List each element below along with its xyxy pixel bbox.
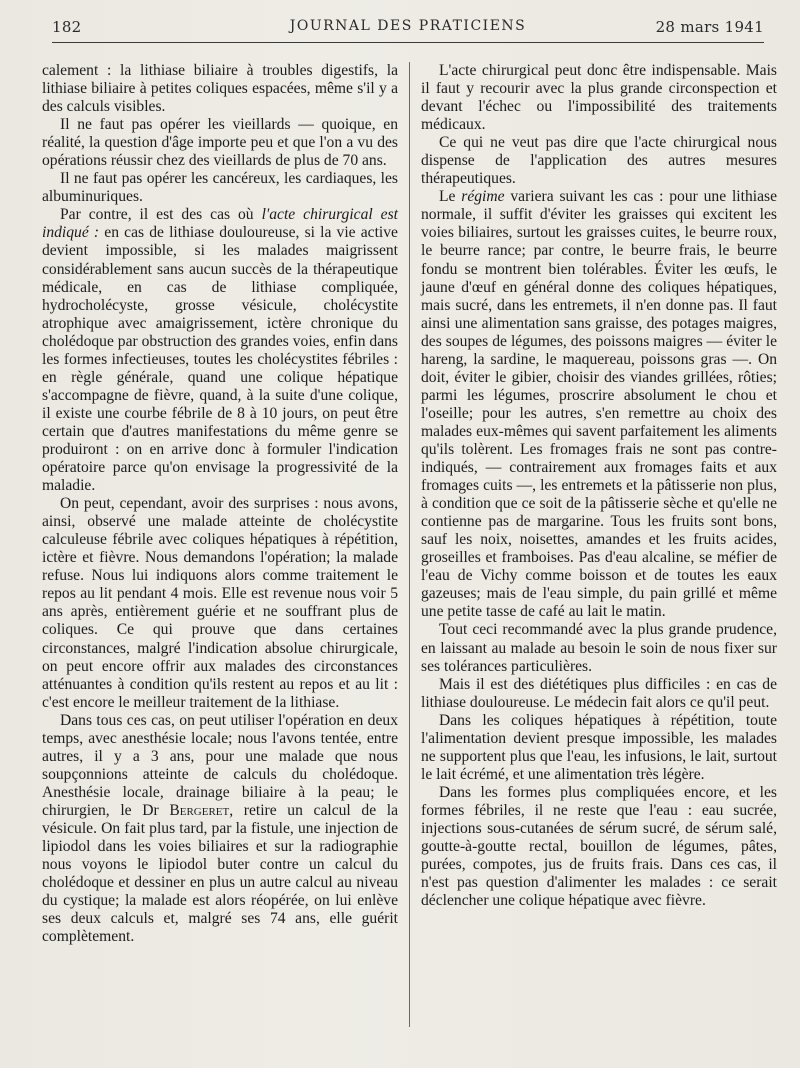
text-run: variera suivant les cas : pour une lithiase normale, il suffit d'éviter les graisses qui excitent les voies biliaires, surtout les graisses cuites, le beurre roux, le beurre rance; par contre, le beurre frais, le beurre fondu se montrent bien tolérables. Éviter les œufs, le jaune d'œuf en général donne des coliques hépatiques, mais sucré, dans les entremets, il n'en donne pas. Il faut ainsi une alimentation sans graisse, des potages maigres, des soupes de légumes, des poissons maigres — éviter le hareng, la sardine, le maquereau, poissons gras —. On doit, éviter le gibier, choisir des viandes grillées, rôties; parmi les légumes, proscrire absolument le chou et l'oseille; pour les autres, s'en remettre au choix des malades eux-mêmes qui savent parfaitement les aliments qu'ils tolèrent. Les fromages frais ne sont pas contre-indiqués, — contrairement aux fromages faits et aux fromages cuits —, les entremets et la pâtisserie non plus, à condition que ce soit de la pâtisserie sèche et qu'elle ne contienne pas de margarine. Tous les fruits sont bons, sauf les noix, noisettes, amandes et les fruits acides, groseilles et framboises. Pas d'eau alcaline, se méfier de l'eau de Vichy comme boisson et de toutes les eaux gazeuses; mais de l'eau simple, du pain grillé et même une petite tasse de café au lait le matin. [421,188,777,621]
paragraph: Il ne faut pas opérer les cancéreux, les cardiaques, les albuminuriques. [42,170,398,206]
left-column [42,62,398,946]
paragraph: calement : la lithiase biliaire à troubles digestifs, la lithiase biliaire à petites coliques espacées, même s'il y a des calculs visibles. [42,62,398,116]
paragraph: Tout ceci recommandé avec la plus grande prudence, en laissant au malade au besoin le soin de nous fixer sur ses tolérances particulières. [421,621,777,675]
paragraph [42,712,398,947]
text-run: Par contre, il est des cas où [60,206,262,224]
journal-title: JOURNAL DES PRATICIENS [289,18,527,34]
paragraph: On peut, cependant, avoir des surprises : nous avons, ainsi, observé une malade atteinte de cholécystite calculeuse fébrile avec coliques hépatiques à répétition, ictère et fièvre. Nous demandons l'opération; la malade refuse. Nous lui indiquons alors comme traitement le repos au lit pendant 4 mois. Elle est revenue nous voir 5 ans après, entièrement guérie et ne souffrant plus de coliques. Ce qui prouve que dans certaines circonstances, malgré l'indication absolue chirurgicale, on peut encore offrir aux malades des circonstances atténuantes à condition qu'ils restent au repos et au lit : c'est encore le meilleur traitement de la lithiase. [42,495,398,711]
paragraph: Il ne faut pas opérer les vieillards — quoique, en réalité, la question d'âge importe peu et que l'on a vu des opérations réussir chez des vieillards de plus de 70 ans. [42,116,398,170]
paragraph: Ce qui ne veut pas dire que l'acte chirurgical nous dispense de l'application des autres mesures thérapeutiques. [421,134,777,188]
paragraph: Dans les coliques hépatiques à répétition, toute l'alimentation devient presque impossible, les malades ne supportent plus que l'eau, les infusions, le lait, surtout le lait écrémé, et une alimentation très légère. [421,711,777,783]
column-divider [409,62,410,1027]
issue-date: 28 mars 1941 [655,18,764,36]
paragraph: Mais il est des diététiques plus difficiles : en cas de lithiase douloureuse. Le médecin fait alors ce qu'il peut. [421,675,777,711]
paragraph: L'acte chirurgical peut donc être indispensable. Mais il faut y recourir avec la plus grande circonspection et devant l'échec ou l'impossibilité des traitements médicaux. [421,62,777,134]
header-rule [52,42,764,43]
text-run: Le [439,188,462,206]
emphasis: régime [461,188,505,206]
text-run: en cas de lithiase douloureuse, si la vie active devient impossible, si les malades maigrissent considérablement sans aucun succès de la thérapeutique médicale, en cas de lithiase compliquée, hydrocholécyste, grosse vésicule, cholécystite atrophique avec amaigrissement, ictère chronique du cholédoque par obstruction des grandes voies, enfin dans les formes infectieuses, toutes les cholécystites fébriles : en règle générale, quand une colique hépatique s'accompagne de fièvre, quand, à la suite d'une colique, il existe une courbe fébrile de 8 à 10 jours, on peut être certain que d'autres manifestations du même genre se produiront : on en arrive donc à formuler l'indication opératoire parce qu'on envisage la progressivité de la maladie. [42,224,398,495]
page-number: 182 [52,18,82,36]
right-column [421,62,777,910]
paragraph [42,206,398,495]
emphasis: l'acte chirurgical est indiqué : [42,206,399,242]
page-header [52,14,764,36]
surgeon-name: Bergeret [169,801,230,819]
paragraph: Dans les formes plus compliquées encore, et les formes fébriles, il ne reste que l'eau : eau sucrée, injections sous-cutanées de sérum sucré, de sérum salé, goutte-à-goutte rectal, bouillon de légumes, pâtes, purées, compotes, jus de fruits frais. Dans ces cas, il n'est pas question d'alimenter les malades : ce serait déclencher une colique hépatique avec fièvre. [421,783,777,910]
text-run: Dans tous ces cas, on peut utiliser l'opération en deux temps, avec anesthésie locale; nous l'avons tentée, entre autres, il y a 3 ans, pour une malade que nous soupçonnions atteinte de calculs du cholédoque. Anesthésie locale, drainage biliaire à la peau; le chirurgien, le Dr [42,711,398,819]
text-run: , retire un calcul de la vésicule. On fait plus tard, par la fistule, une injection de lipiodol dans les voies biliaires et sur la radiographie nous voyons le lipiodol buter contre un calcul du cholédoque et dessiner en plus un autre calcul au niveau du cystique; la malade est alors réopérée, on lui enlève ses deux calculs et, malgré ses 74 ans, elle guérit complètement. [42,801,399,946]
paragraph [421,188,777,621]
